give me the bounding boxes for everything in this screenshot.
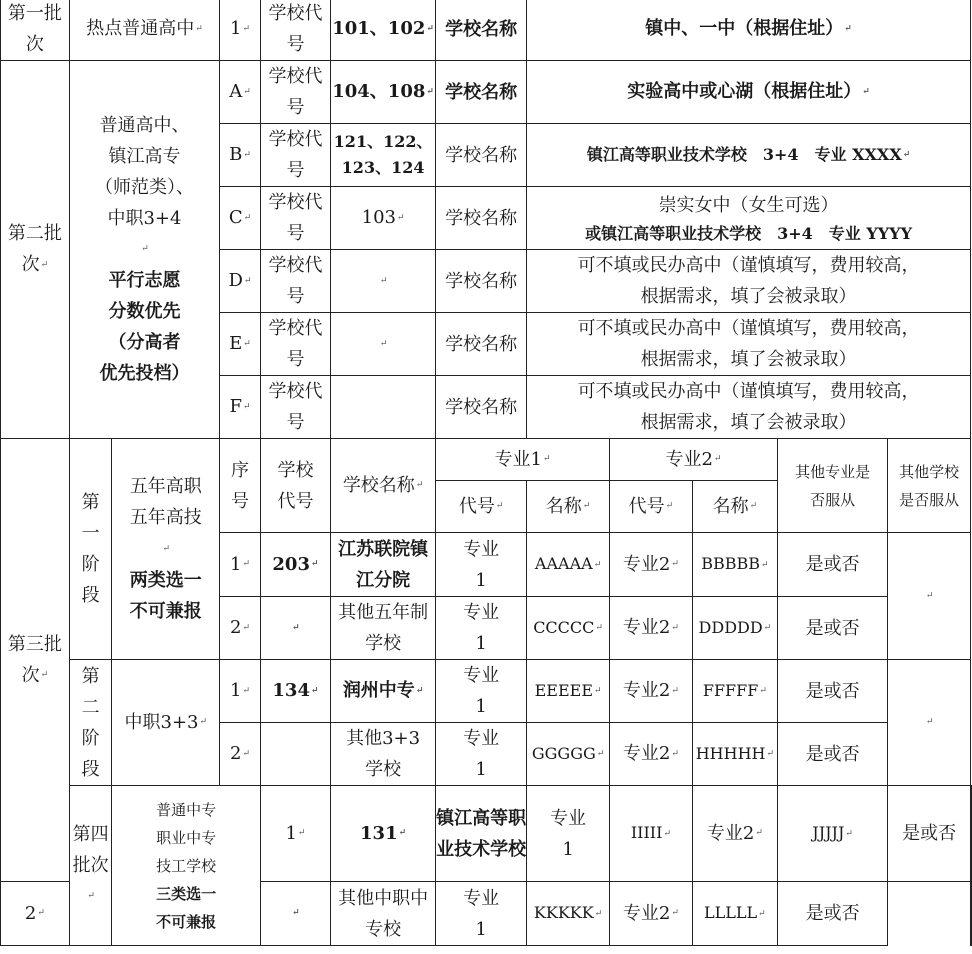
batch1-schools[interactable]: 镇中、一中（根据住址）↵ [527, 0, 971, 61]
batch3-stage1-label: 第一阶段 [69, 439, 112, 660]
batch2-codes[interactable]: 121、122、123、124 [331, 124, 436, 187]
header-m1-code: 代号↵ [436, 481, 527, 533]
batch2-letter: E↵ [220, 313, 261, 376]
batch2-letter: B↵ [220, 124, 261, 187]
batch1-name-label: 学校名称 [436, 0, 527, 61]
table-row: 2↵ ↵ 其他中职中专校 专业1 KKKKK↵ 专业2↵ LLLLL↵ 是或否 [1, 882, 972, 946]
batch2-type: 普通高中、 镇江高专 （师范类）、 中职3+4 ↵ 平行志愿 分数优先 （分高者 优先投档） [69, 61, 219, 439]
table-row: 1↵ 203↵ 江苏联院镇江分院 专业1 AAAAA↵ 专业2↵ BBBBB↵ 是或否 ↵ [1, 533, 972, 597]
batch2-code-label: 学校代号 [260, 187, 330, 250]
batch2-code-label: 学校代号 [260, 313, 330, 376]
header-major2: 专业2↵ [610, 439, 778, 481]
batch2-letter: D↵ [220, 250, 261, 313]
batch2-row-a [1, 61, 972, 124]
batch2-name-label: 学校名称 [436, 376, 527, 439]
batch2-letter: F↵ [220, 376, 261, 439]
batch2-codes[interactable]: 103↵ [331, 187, 436, 250]
header-no: 序号 [220, 439, 261, 533]
header-m1-name: 名称↵ [527, 481, 610, 533]
batch2-codes[interactable] [331, 376, 436, 439]
batch2-code-label: 学校代号 [260, 250, 330, 313]
batch2-schools[interactable]: 可不填或民办高中（谨慎填写，费用较高， 根据需求，填了会被录取） [527, 376, 971, 439]
batch2-name-label: 学校名称 [436, 250, 527, 313]
batch3-stage2-label: 第二阶段 [69, 660, 112, 786]
header-other-major: 其他专业是否服从 [777, 439, 887, 533]
batch2-schools[interactable]: 可不填或民办高中（谨慎填写，费用较高， 根据需求，填了会被录取） [527, 250, 971, 313]
batch4-type: 普通中专 职业中专 技工学校 三类选一 不可兼报 [112, 786, 260, 946]
batch2-schools[interactable]: 实验高中或心湖（根据住址）↵ [527, 61, 971, 124]
batch2-schools[interactable]: 崇实女中（女生可选） 或镇江高等职业技术学校 3+4 专业 YYYY [527, 187, 971, 250]
header-code: 学校代号 [260, 439, 330, 533]
batch2-codes[interactable]: ↵ [331, 250, 436, 313]
table-row: 2↵ ↵ 其他五年制学校 专业1 CCCCC↵ 专业2↵ DDDDD↵ 是或否 [1, 597, 972, 660]
batch2-codes[interactable]: 104、108↵ [331, 61, 436, 124]
table-row: 第四批次↵ 普通中专 职业中专 技工学校 三类选一 不可兼报 1↵ 131↵ 镇江高等职业技术学校 专业1 IIIII↵ 专业2↵ JJJJJ↵ 是或否 [1, 786, 972, 882]
batch2-name-label: 学校名称 [436, 124, 527, 187]
batch1-row [1, 0, 972, 61]
batch2-name-label: 学校名称 [436, 187, 527, 250]
header-name: 学校名称↵ [331, 439, 436, 533]
batch3-stage2-type: 中职3+3↵ [112, 660, 220, 786]
batch2-letter: C↵ [220, 187, 261, 250]
batch2-code-label: 学校代号 [260, 61, 330, 124]
batch4-label: 第四批次↵ [69, 786, 112, 946]
header-major1: 专业1↵ [436, 439, 610, 481]
batch2-schools[interactable]: 镇江高等职业技术学校 3+4 专业 XXXX↵ [527, 124, 971, 187]
table-row: 第二阶段 中职3+3↵ 1↵ 134↵ 润州中专↵ 专业1 EEEEE↵ 专业2↵ FFFFF↵ 是或否 ↵ [1, 660, 972, 723]
batch3-stage1-type: 五年高职 五年高技 ↵ 两类选一 不可兼报 [112, 439, 220, 660]
header-m2-code: 代号↵ [610, 481, 693, 533]
batch3-label: 第三批次↵ [1, 439, 70, 882]
batch2-label: 第二批次↵ [1, 61, 70, 439]
batch2-code-label: 学校代号 [260, 124, 330, 187]
batch3-stage1-other-school[interactable]: ↵ [888, 533, 971, 660]
batch1-label: 第一批次 [1, 0, 70, 61]
batch3-stage2-other-school[interactable]: ↵ [888, 660, 971, 786]
batch2-letter: A↵ [220, 61, 261, 124]
batch2-name-label: 学校名称 [436, 61, 527, 124]
batch2-code-label: 学校代号 [260, 376, 330, 439]
batch2-schools[interactable]: 可不填或民办高中（谨慎填写，费用较高， 根据需求，填了会被录取） [527, 313, 971, 376]
batch1-code-label: 学校代号 [260, 0, 330, 61]
batch2-name-label: 学校名称 [436, 313, 527, 376]
header-m2-name: 名称↵ [692, 481, 777, 533]
table-row: 2↵ 其他3+3学校 专业1 GGGGG↵ 专业2↵ HHHHH↵ 是或否 [1, 723, 972, 786]
batch2-codes[interactable]: ↵ [331, 313, 436, 376]
batch1-no: 1↵ [220, 0, 261, 61]
batch1-codes[interactable]: 101、102↵ [331, 0, 436, 61]
batch1-type: 热点普通高中↵ [69, 0, 219, 61]
header-other-school: 其他学校是否服从 [888, 439, 971, 533]
batch3-header-row1 [1, 439, 972, 481]
batch4-other-school[interactable] [971, 786, 972, 946]
